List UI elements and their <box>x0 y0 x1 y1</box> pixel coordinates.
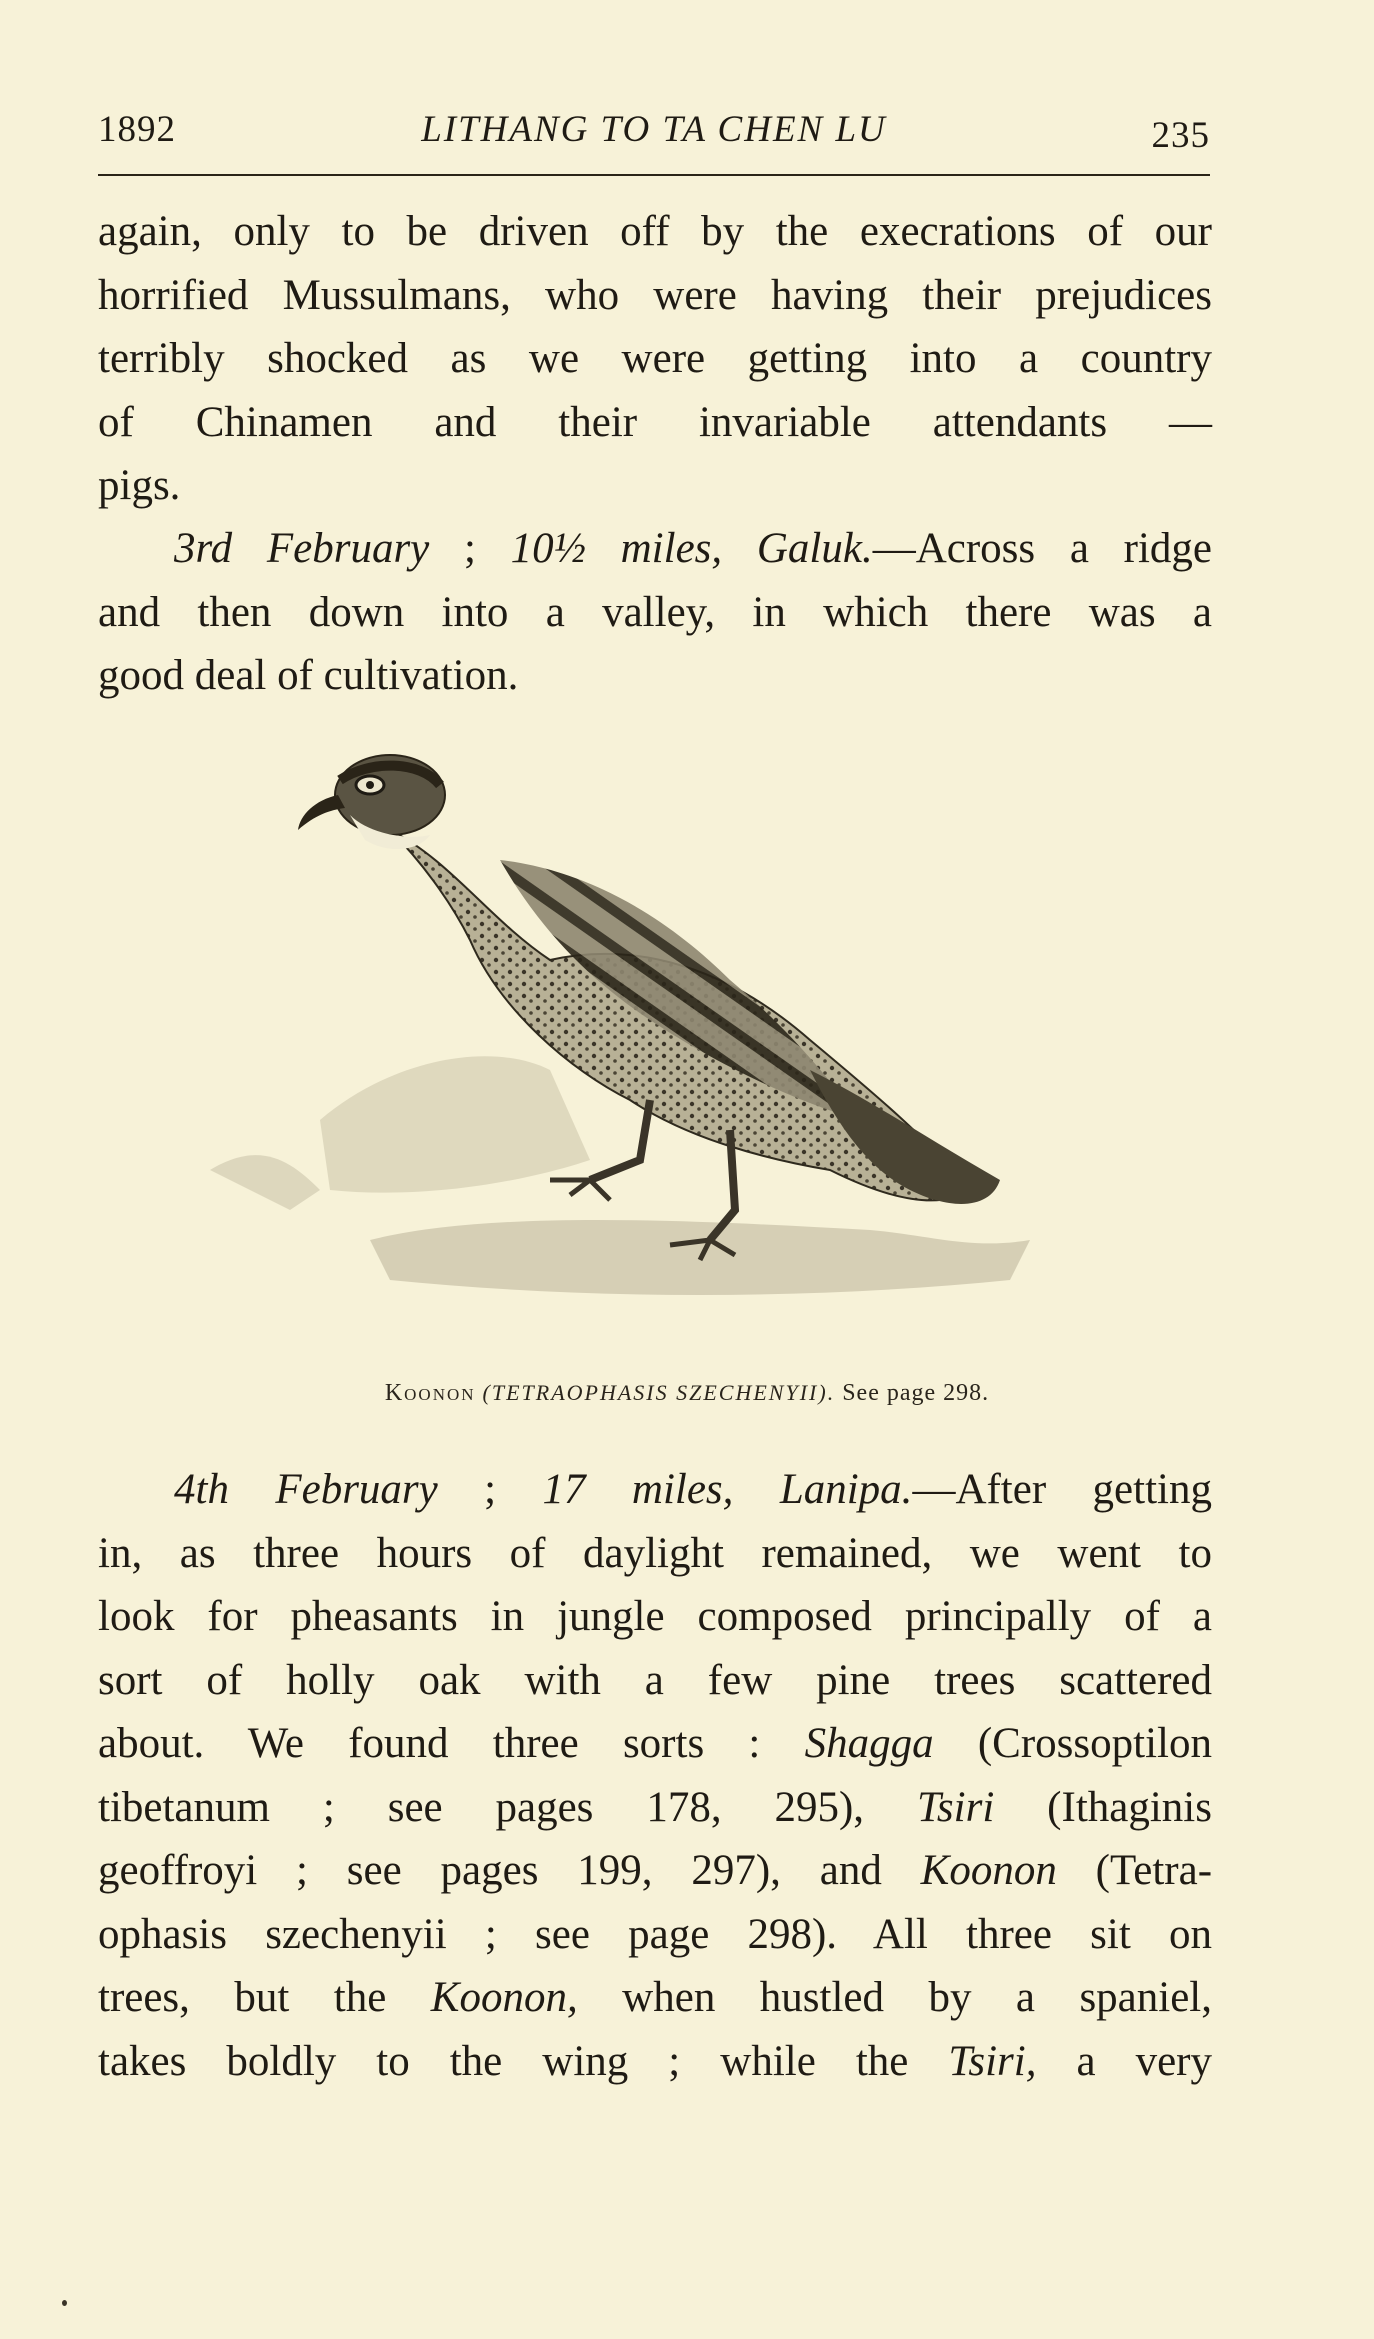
text-line: terribly shocked as we were getting into a country <box>98 335 1212 382</box>
text-line: 3rd February ; 10½ miles, Galuk.—Across a ridge <box>174 525 1212 572</box>
text-line: about. We found three sorts : Shagga (Crossoptilon <box>98 1720 1212 1767</box>
entry-distance: 17 miles, Lanipa. <box>542 1466 913 1513</box>
text-line: geoffroyi ; see pages 199, 297), and Koonon (Tetra- <box>98 1847 1213 1894</box>
text-line: of Chinamen and their invariable attendants — <box>98 398 1212 446</box>
caption-name: Koonon <box>384 1380 476 1406</box>
caption-latin: (TETRAOPHASIS SZECHENYII). <box>482 1380 836 1405</box>
text-line: again, only to be driven off by the execrations of our <box>98 208 1212 255</box>
text-line: and then down into a valley, in which there was a <box>98 588 1212 636</box>
text-line: trees, but the Koonon, when hustled by a spaniel, <box>98 1974 1212 2021</box>
caption-ref: See page 298. <box>842 1380 990 1406</box>
paragraph-1 <box>98 200 1212 518</box>
header-year: 1892 <box>98 109 176 150</box>
header-rule <box>98 174 1210 176</box>
paragraph-3 <box>98 1458 1212 2093</box>
running-title: LITHANG TO TA CHEN LU <box>421 109 887 150</box>
text-line: ophasis szechenyii ; see page 298). All three sit on <box>98 1910 1212 1958</box>
figure-caption <box>0 1380 1374 1407</box>
page-speck <box>62 2300 67 2306</box>
text-line: pigs. <box>98 462 181 509</box>
text-line: 4th February ; 17 miles, Lanipa.—After getting <box>174 1466 1212 1513</box>
text-line: in, as three hours of daylight remained, we went to <box>98 1529 1212 1577</box>
page-number: 235 <box>1151 115 1210 156</box>
text-line: look for pheasants in jungle composed principally of a <box>98 1593 1212 1640</box>
entry-date: 3rd February <box>174 525 430 572</box>
entry-distance: 10½ miles, Galuk. <box>510 525 873 572</box>
text-line: good deal of cultivation. <box>98 652 519 699</box>
text-line: sort of holly oak with a few pine trees scattered <box>98 1656 1212 1704</box>
text-line: horrified Mussulmans, who were having their prejudices <box>98 271 1212 319</box>
text-line: takes boldly to the wing ; while the Tsiri, a very <box>98 2037 1212 2085</box>
entry-date: 4th February <box>174 1466 438 1513</box>
pheasant-illustration-icon <box>170 740 1150 1340</box>
running-header <box>98 100 1210 160</box>
paragraph-2 <box>98 517 1212 708</box>
text-line: tibetanum ; see pages 178, 295), Tsiri (Ithaginis <box>98 1783 1212 1831</box>
